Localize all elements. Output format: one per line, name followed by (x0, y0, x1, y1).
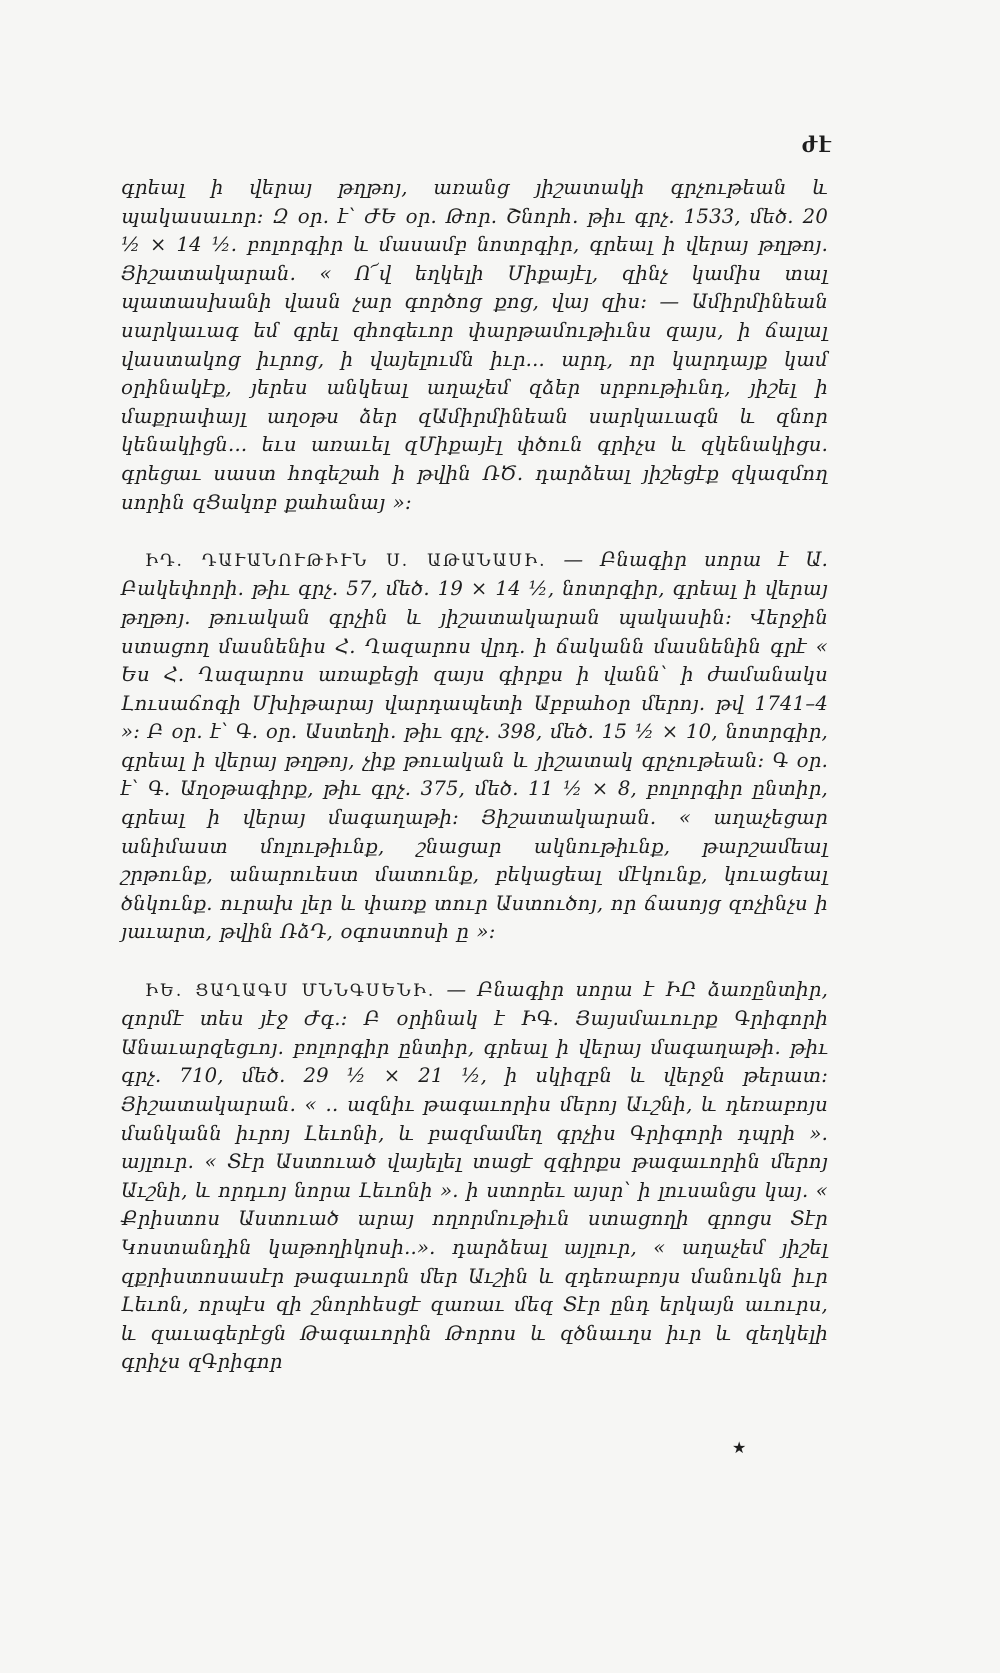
paragraph-2 (121, 546, 828, 947)
paragraph-3-text: — Բնագիր սորա է ԻԸ ձառընտիր, զորմէ տես յէջ Ժգ.: Բ օրինակ է ԻԳ. Յայսմաւուրք Գրիգորի Անաւարզեցւոյ. բոլորգիր ընտիր, գրեալ ի վերայ մագաղաթի. թիւ գրչ. 710, մեծ. 29 ½ × 21 ½, ի սկիզբն և վերջն թերատ: Յիշատակարան. « .. ազնիւ թագաւորիս մերոյ Աւշնի, և դեռաբոյս մանկանն իւրոյ Լեւոնի, և բազմամեղ գրչիս Գրիգորի դպրի ». այլուր. « Տէր Աստուած վայելել տացէ զգիրքս թագաւորին մերոյ Աւշնի, և որդւոյ նորա Լեւոնի ». ի ստորեւ այսր՝ ի լուսանցս կայ. « Քրիստոս Աստուած արայ ողորմութիւն ստացողի գրոցս Տէր Կոստանդին կաթողիկոսի..». դարձեալ այլուր, « աղաչեմ յիշել զքրիստոսասէր թագաւորն մեր Աւշին և զդեռաբոյս մանուկն իւր Լեւոն, որպէս զի շնորհեսցէ զառաւ մեզ Տէր ընդ երկայն աւուրս, և զաւագերէցն Թագաւորին Թորոս և զծնաւղս իւր և զեղկելի գրիչս զԳրիգոր (121, 977, 829, 1374)
paragraph-1-text: գրեալ ի վերայ թղթոյ, առանց յիշատակի գրչութեան և պակասաւոր: Զ օր. է՝ ԺԵ օր. Թոր. Շնորհ. թիւ գրչ. 1533, մեծ. 20 ½ × 14 ½. բոլորգիր և մասամբ նոտրգիր, գրեալ ի վերայ թղթոյ. Յիշատակարան. « Ո՜վ եղկելի Միքայէլ, զինչ կամիս տալ պատասխանի վասն չար գործոց քոց, վայ զիս: — Ամիրմինեան սարկաւագ եմ գրել զհոգեւոր փարթամութիւնս զայս, ի ճալալ վաստակոց իւրոց, ի վայելումն իւր... արդ, որ կարդայք կամ օրինակէք, յերես անկեալ աղաչեմ զձեր սրբութիւնդ, յիշել ի մաքրափայլ աղօթս ձեր զԱմիրմինեան սարկաւագն և զնոր կենակիցն... եւս առաւել զՄիքայէլ փծուն գրիչս և զկենակիցս. գրեցաւ սաստ հոգեշահ ի թվին ՌԾ. դարձեալ յիշեցէք զկազմող սորին զՑակոբ քահանայ »: (121, 176, 828, 514)
page-body (121, 174, 828, 1377)
paragraph-3-heading: ԻԵ. ՑԱՂԱԳՍ ՄՆՆԳՍԵՆԻ. (145, 980, 436, 1001)
paragraph-2-text: — Բնագիր սորա է Ա. Բակեփորի. թիւ գրչ. 57, մեծ. 19 × 14 ½, նոտրգիր, գրեալ ի վերայ թղթոյ. թուական գրչին և յիշատակարան պակասին: Վերջին ստացող մասնենիս Հ. Ղազարոս վրդ. ի ճականն մասնենին գրէ « Ես Հ. Ղազարոս առաքեցի զայս գիրքս ի վանն՝ ի ժամանակս Լուսաճոգի Մխիթարայ վարդապետի Աբբահօր մերոյ. թվ 1741–4 »: Բ օր. է՝ Գ. օր. Աստեղի. թիւ գրչ. 398, մեծ. 15 ½ × 10, նոտրգիր, գրեալ ի վերայ թղթոյ, չիք թուական և յիշատակ գրչութեան: Գ օր. է՝ Գ. Աղօթագիրք, թիւ գրչ. 375, մեծ. 11 ½ × 8, բոլորգիր ընտիր, գրեալ ի վերայ մագաղաթի: Յիշատակարան. « աղաչեցար անիմաստ մոլութիւնք, շնացար ակնութիւնք, թարշամեալ շրթունք, անարուեստ մատունք, բեկացեալ մէկունք, կուացեալ ծնկունք. ուրախ լեր և փառք տուր Աստուծոյ, որ ճասոյց զոչինչս ի յաւարտ, թվին ՌձԴ, օգոստոսի ը »: (121, 547, 828, 944)
paragraph-1 (121, 174, 828, 517)
paragraph-2-heading: ԻԴ. ԴԱՒԱՆՈՒԹԻՒՆ Ս. ԱԹԱՆԱՍԻ. (145, 550, 547, 571)
page-number: ժէ (801, 132, 832, 157)
footer-star-mark: ★ (732, 1438, 747, 1457)
paragraph-3 (121, 976, 828, 1377)
